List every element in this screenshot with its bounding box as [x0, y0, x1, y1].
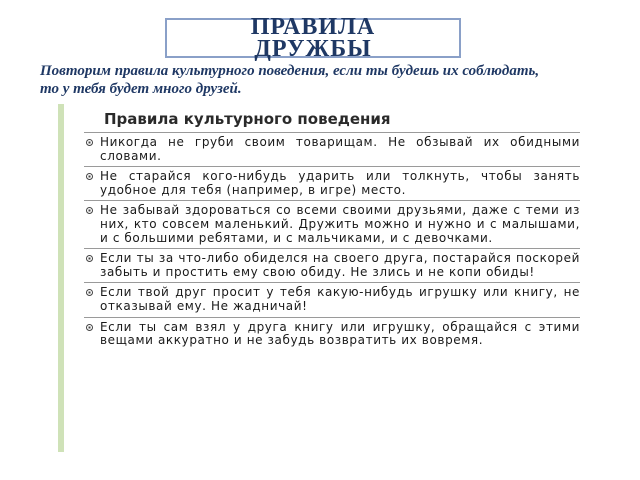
rule-item [84, 136, 580, 163]
rule-text: Не забывай здороваться со всеми своими друзьями, даже с теми из них, кто совсем маленький. Дружить можно и нужно и с малышами, и с большими ребятами, и с мальчиками, и с девочками. [100, 203, 580, 245]
rule-item [84, 170, 580, 197]
bullet-icon [86, 207, 93, 214]
intro-text: Повторим правила культурного поведения, если ты будешь их соблюдать, то у тебя будет много друзей. [40, 63, 540, 97]
title-box [165, 14, 461, 62]
rule-item [84, 286, 580, 313]
bullet-icon [86, 289, 93, 296]
rule-text: Никогда не груби своим товарищам. Не обзывай их обидными словами. [100, 135, 580, 163]
rule-item [84, 204, 580, 245]
rule-text: Если ты сам взял у друга книгу или игрушку, обращайся с этими вещами аккуратно и не забудь возвратить их вовремя. [100, 319, 580, 348]
rule-text: Если ты за что-либо обиделся на своего друга, постарайся поскорей забыть и простить ему свою обиду. Не злись и не копи обиды! [100, 251, 580, 279]
rules-card [58, 104, 590, 452]
bullet-icon [86, 139, 93, 146]
divider [84, 166, 580, 167]
rules-card-title: Правила культурного поведения [104, 110, 391, 128]
divider [84, 282, 580, 283]
bullet-icon [86, 173, 93, 180]
rule-text: Не старайся кого-нибудь ударить или толкнуть, чтобы занять удобное для тебя (например, в игре) место. [100, 169, 580, 197]
divider [84, 132, 580, 133]
rule-item [84, 321, 580, 348]
bullet-icon [86, 324, 93, 331]
bullet-icon [86, 255, 93, 262]
divider [84, 248, 580, 249]
rules-card-content [84, 110, 580, 446]
rule-item [84, 252, 580, 279]
divider [84, 317, 580, 318]
rule-text: Если твой друг просит у тебя какую-нибудь игрушку или книгу, не отказывай ему. Не жадничай! [100, 285, 580, 313]
divider [84, 200, 580, 201]
page-title: ПРАВИЛА ДРУЖБЫ [250, 14, 376, 62]
